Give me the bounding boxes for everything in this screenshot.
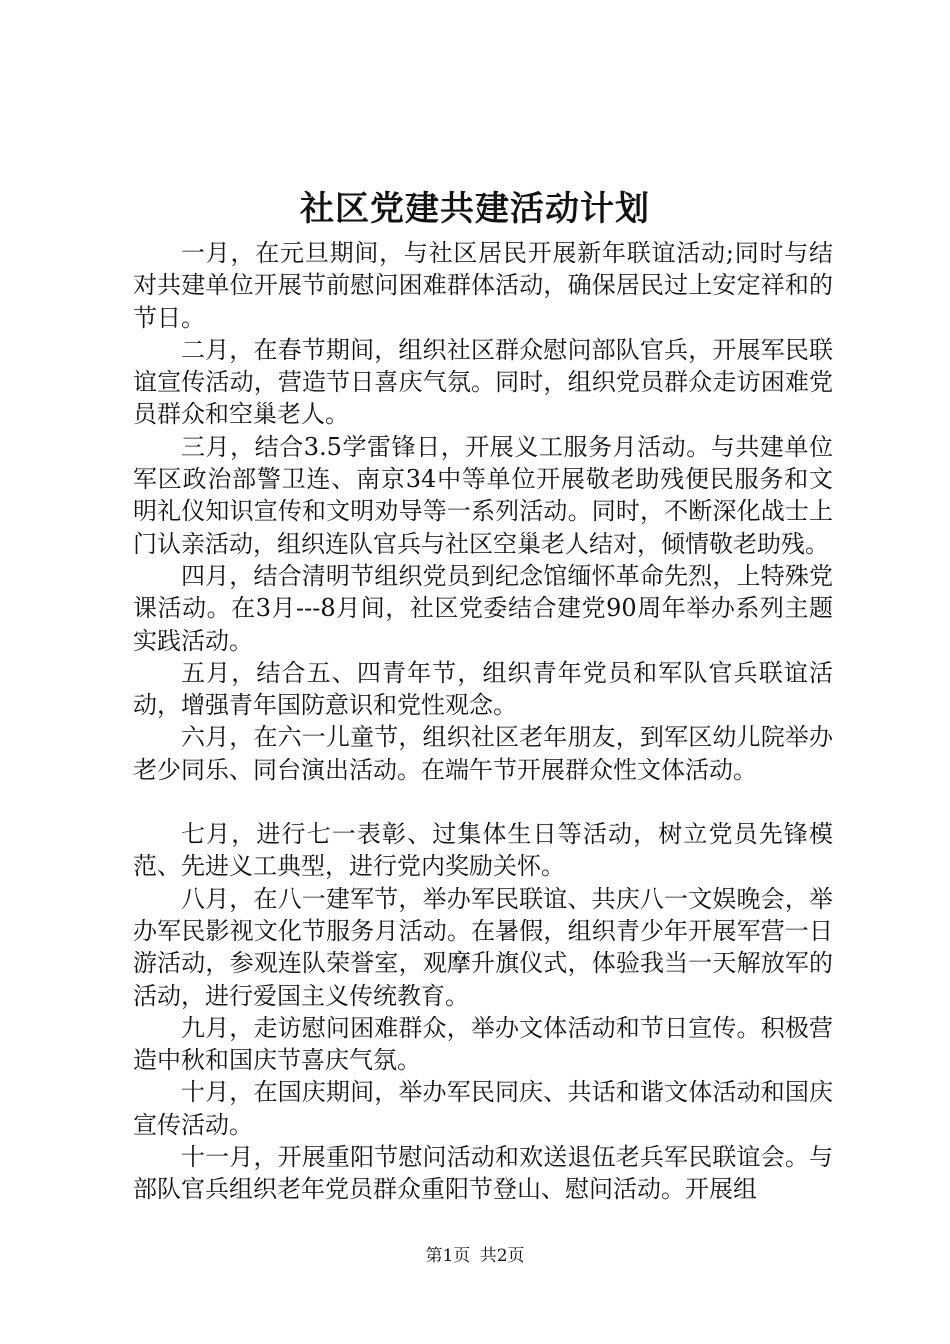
paragraph-august: 八月，在八一建军节，举办军民联谊、共庆八一文娱晚会，举办军民影视文化节服务月活动。在暑假，组织青少年开展军营一日游活动，参观连队荣誉室，观摩升旗仪式，体验我当一天解放军的活动，进行爱国主义传统教育。 bbox=[133, 884, 833, 1010]
paragraph-february: 二月，在春节期间，组织社区群众慰问部队官兵，开展军民联谊宣传活动，营造节日喜庆气氛。同时，组织党员群众走访困难党员群众和空巢老人。 bbox=[133, 335, 833, 429]
paragraph-may: 五月，结合五、四青年节，组织青年党员和军队官兵联谊活动，增强青年国防意识和党性观念。 bbox=[133, 658, 833, 720]
page-total: 共2页 bbox=[479, 1246, 525, 1266]
document-title: 社区党建共建活动计划 bbox=[300, 189, 650, 229]
page-footer bbox=[0, 1244, 950, 1268]
paragraph-october: 十月，在国庆期间，举办军民同庆、共话和谐文体活动和国庆宣传活动。 bbox=[133, 1078, 833, 1139]
page-number: 第1页 bbox=[425, 1246, 471, 1266]
paragraph-january: 一月，在元旦期间，与社区居民开展新年联谊活动;同时与结对共建单位开展节前慰问困难群体活动，确保居民过上安定祥和的节日。 bbox=[133, 239, 833, 332]
paragraph-september: 九月，走访慰问困难群众，举办文体活动和节日宣传。积极营造中秋和国庆节喜庆气氛。 bbox=[133, 1013, 833, 1075]
paragraph-march: 三月，结合3.5学雷锋日，开展义工服务月活动。与共建单位军区政治部警卫连、南京34中等单位开展敬老助残便民服务和文明礼仪知识宣传和文明劝导等一系列活动。同时，不断深化战士上门认亲活动，组织连队官兵与社区空巢老人结对，倾情敬老助残。 bbox=[133, 432, 833, 558]
paragraph-june: 六月，在六一儿童节，组织社区老年朋友，到军区幼儿院举办老少同乐、同台演出活动。在端午节开展群众性文体活动。 bbox=[133, 723, 833, 784]
paragraph-november: 十一月，开展重阳节慰问活动和欢送退伍老兵军民联谊会。与部队官兵组织老年党员群众重阳节登山、慰问活动。开展组 bbox=[133, 1143, 833, 1204]
paragraph-april: 四月，结合清明节组织党员到纪念馆缅怀革命先烈，上特殊党课活动。在3月---8月间，社区党委结合建党90周年举办系列主题实践活动。 bbox=[133, 561, 833, 655]
document-body bbox=[133, 237, 833, 1206]
paragraph-july: 七月，进行七一表彰、过集体生日等活动，树立党员先锋模范、先进义工典型，进行党内奖励关怀。 bbox=[133, 820, 833, 881]
